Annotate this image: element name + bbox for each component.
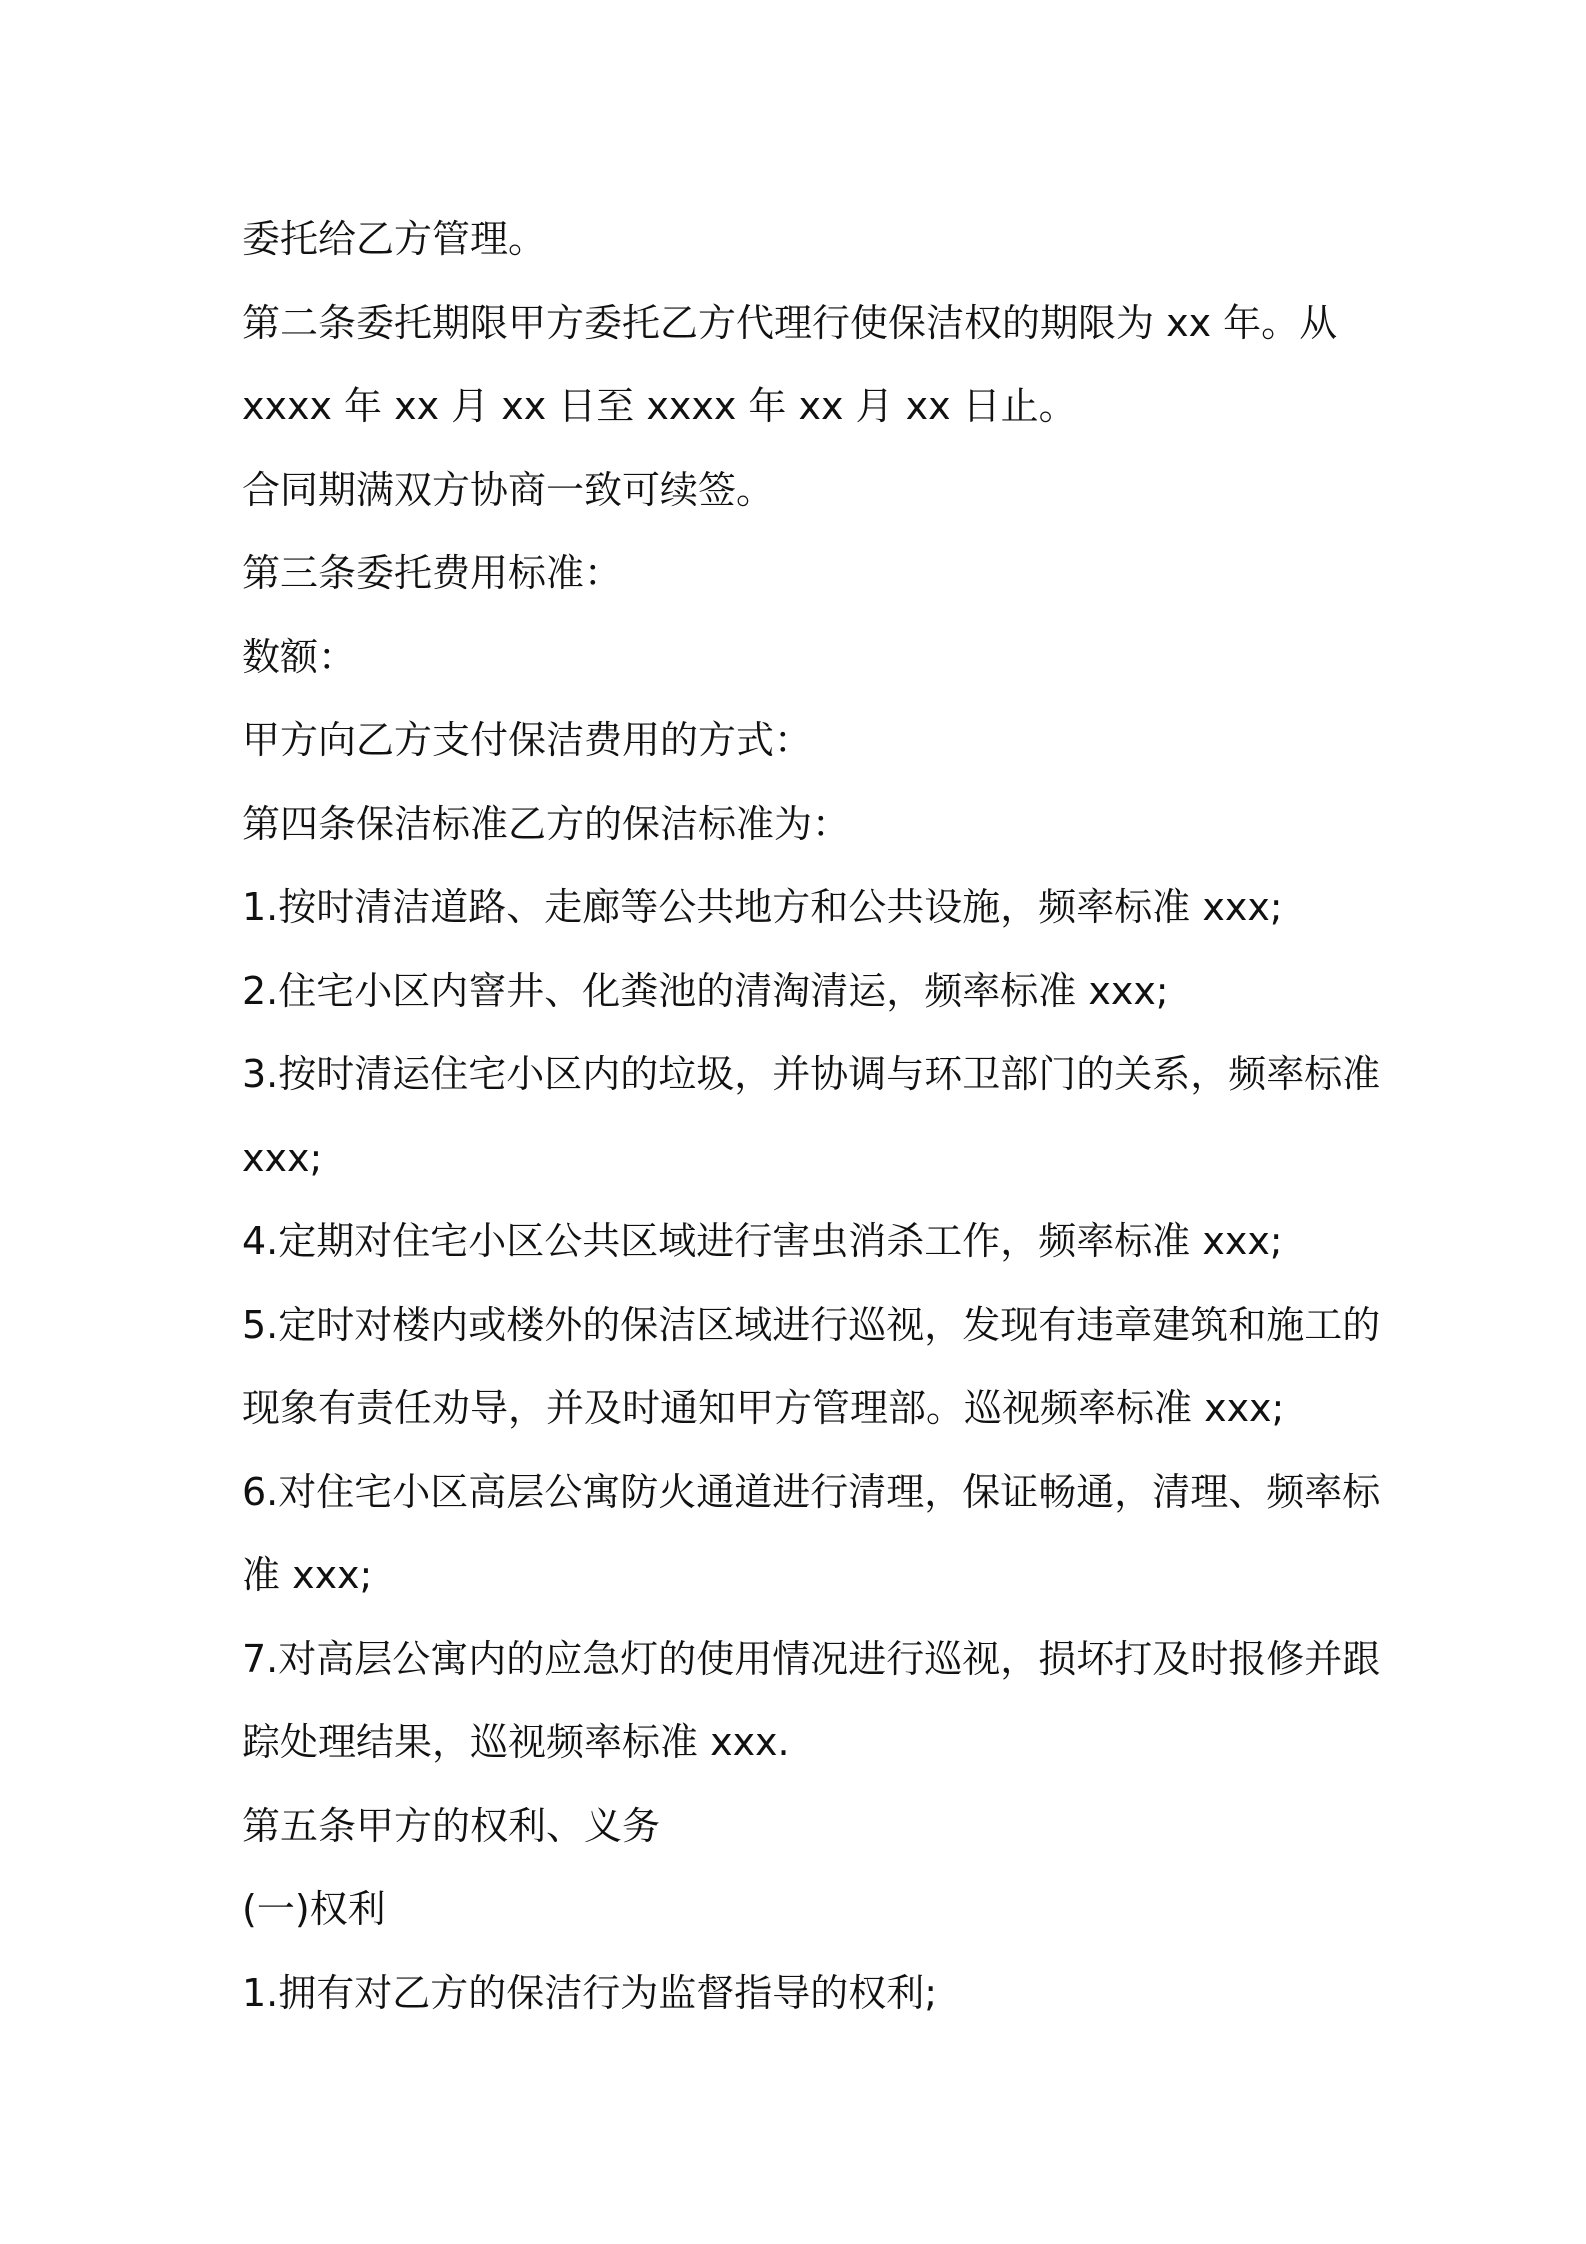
text-line: 第二条委托期限甲方委托乙方代理行使保洁权的期限为 xx 年。从: [242, 300, 1338, 345]
text-line: 1.按时清洁道路、走廊等公共地方和公共设施，频率标准 xxx;: [242, 885, 1283, 929]
text-line: 现象有责任劝导，并及时通知甲方管理部。巡视频率标准 xxx;: [242, 1386, 1285, 1430]
document-body: [242, 198, 1381, 2035]
text-line: 甲方向乙方支付保洁费用的方式：: [242, 718, 813, 762]
text-line: 合同期满双方协商一致可续签。: [242, 467, 775, 512]
text-line: xxx;: [242, 1135, 323, 1180]
text-line: 6.对住宅小区高层公寓防火通道进行清理，保证畅通，清理、频率标: [242, 1469, 1381, 1514]
text-line: (一)权利: [242, 1887, 386, 1931]
text-line: 5.定时对楼内或楼外的保洁区域进行巡视，发现有违章建筑和施工的: [242, 1302, 1381, 1347]
text-line: 2.住宅小区内窨井、化粪池的清淘清运，频率标准 xxx;: [242, 968, 1169, 1013]
text-line: xxxx 年 xx 月 xx 日至 xxxx 年 xx 月 xx 日止。: [242, 384, 1077, 428]
text-line: 1.拥有对乙方的保洁行为监督指导的权利;: [242, 1970, 938, 2015]
text-line: 3.按时清运住宅小区内的垃圾，并协调与环卫部门的关系，频率标准: [242, 1052, 1381, 1096]
text-line: 数额：: [242, 634, 357, 679]
text-line: 第三条委托费用标准：: [242, 551, 623, 595]
text-line: 委托给乙方管理。: [242, 217, 547, 261]
text-line: 第五条甲方的权利、义务: [242, 1803, 661, 1848]
text-line: 踪处理结果，巡视频率标准 xxx.: [242, 1720, 790, 1764]
text-line: 4.定期对住宅小区公共区域进行害虫消杀工作，频率标准 xxx;: [242, 1219, 1283, 1263]
text-line: 第四条保洁标准乙方的保洁标准为：: [242, 801, 851, 846]
text-line: 7.对高层公寓内的应急灯的使用情况进行巡视，损坏打及时报修并跟: [242, 1636, 1381, 1681]
text-line: 准 xxx;: [242, 1553, 373, 1597]
